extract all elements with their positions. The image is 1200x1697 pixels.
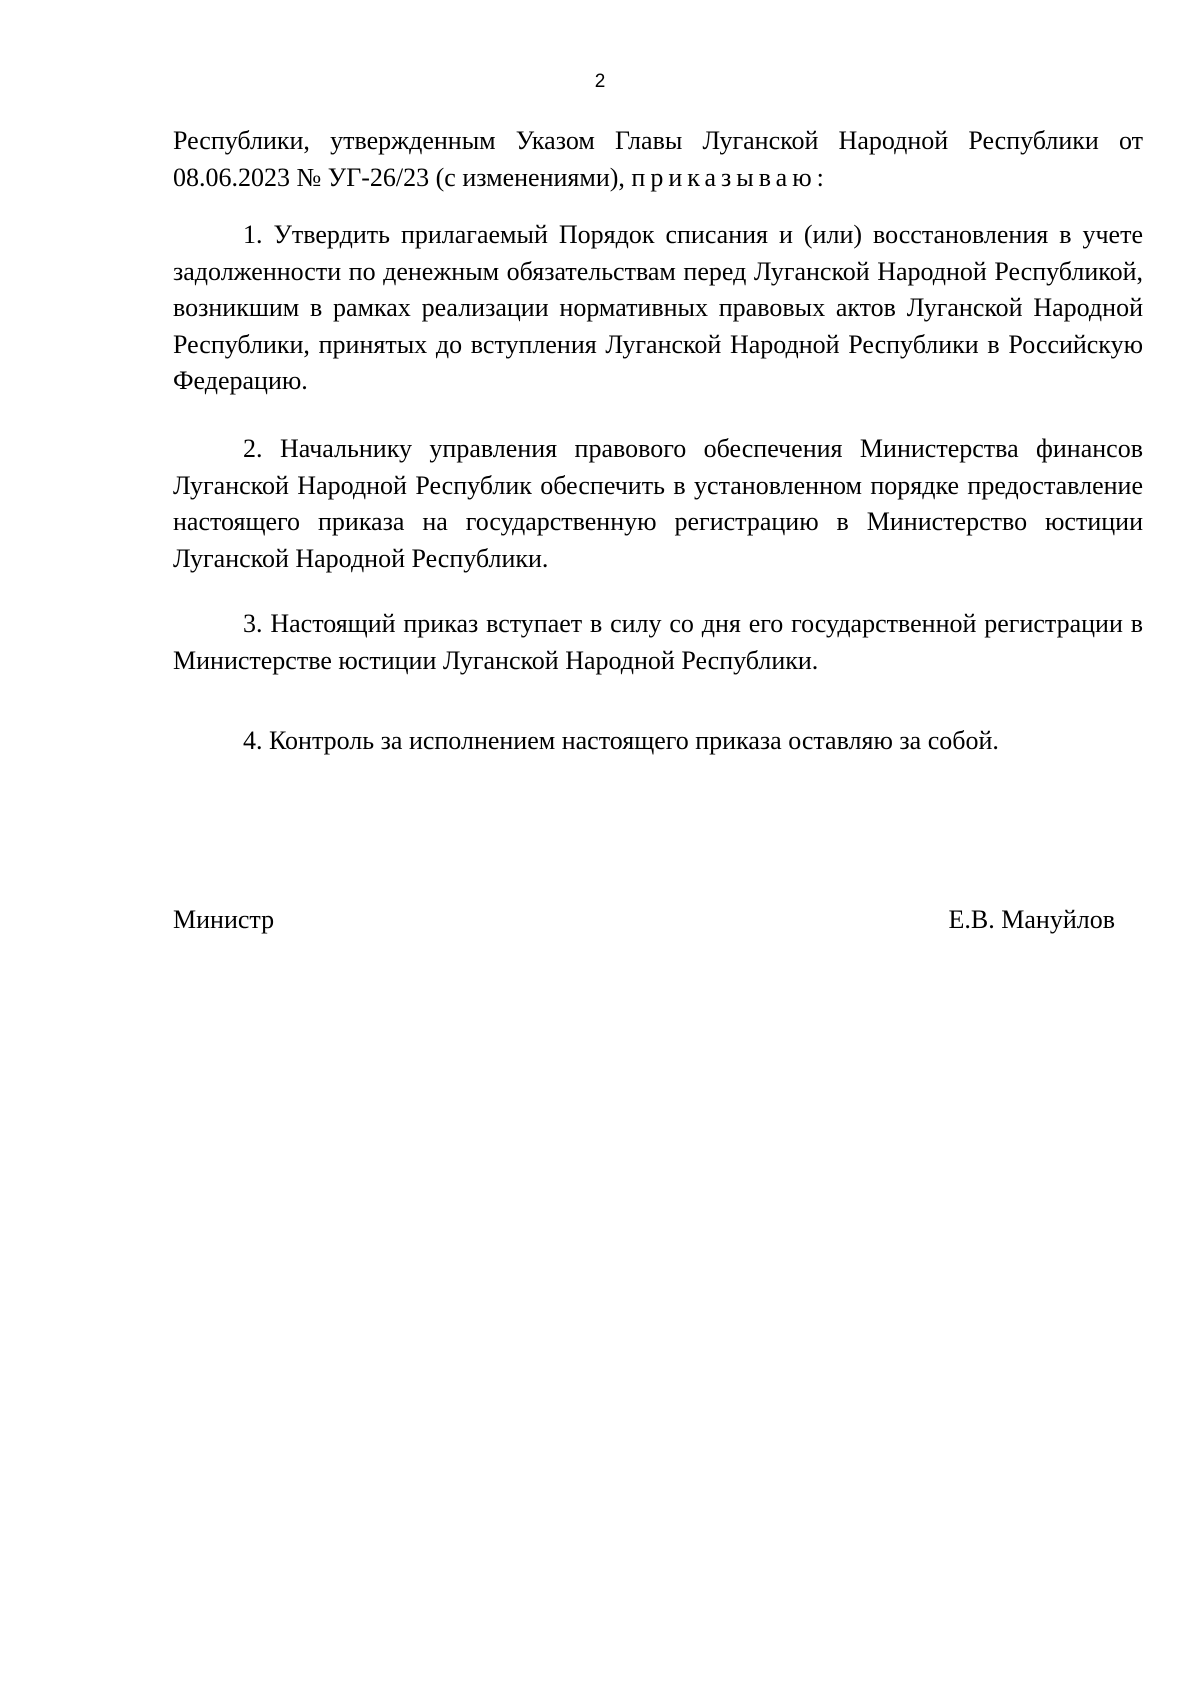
item-3: 3. Настоящий приказ вступает в силу со дня его государственной регистрации в Министерстве юстиции Луганской Народной Республики. [173, 609, 1143, 675]
spaced-word: приказываю [631, 162, 817, 192]
page-number: 2 [594, 71, 606, 92]
signature-name: Е.В. Мануйлов [948, 905, 1115, 934]
intro-ending: : [816, 162, 824, 192]
signature-position: Министр [173, 905, 275, 934]
item-4: 4. Контроль за исполнением настоящего приказа оставляю за собой. [243, 726, 999, 755]
item-2: 2. Начальнику управления правового обеспечения Министерства финансов Луганской Народной Республик обеспечить в установленном порядке предоставление настоящего приказа на государственную регистрацию в Министерство юстиции Луганской Народной Республики. [173, 434, 1143, 573]
item-1: 1. Утвердить прилагаемый Порядок списания и (или) восстановления в учете задолженности по денежным обязательствам перед Луганской Народной Республикой, возникшим в рамках реализации нормативных правовых актов Луганской Народной Республики, принятых до вступления Луганской Народной Республики в Российскую Федерацию. [173, 220, 1143, 395]
signature-block [173, 902, 1115, 939]
intro-text: Республики, утвержденным Указом Главы Луганской Народной Республики от 08.06.2023 № УГ-26/23 (с изменениями), [173, 126, 1143, 192]
intro-paragraph [173, 123, 1143, 196]
